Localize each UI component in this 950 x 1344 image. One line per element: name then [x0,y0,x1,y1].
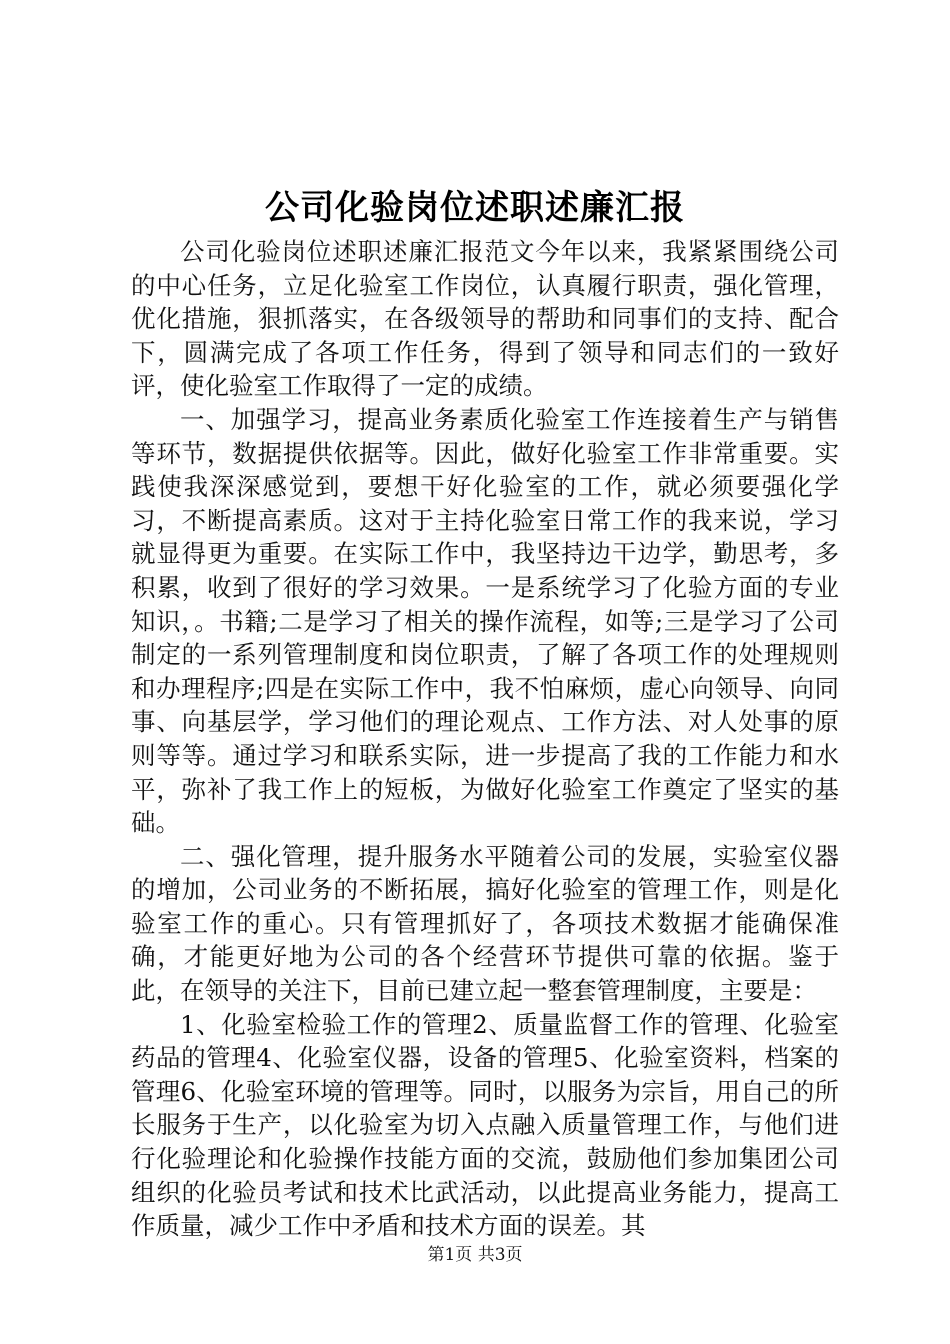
paragraph-section-2: 二、强化管理，提升服务水平随着公司的发展，实验室仪器的增加，公司业务的不断拓展，搞好化验室的管理工作，则是化验室工作的重心。只有管理抓好了，各项技术数据才能确保准确，才能更好地为公司的各个经营环节提供可靠的依据。鉴于此，在领导的关注下，目前已建立起一整套管理制度，主要是： [131,841,839,1006]
document-body [131,235,839,1243]
paragraph-list: 1、化验室检验工作的管理2、质量监督工作的管理、化验室药品的管理4、化验室仪器，设备的管理5、化验室资料，档案的管理6、化验室环境的管理等。同时，以服务为宗旨，用自己的所长服务于生产，以化验室为切入点融入质量管理工作，与他们进行化验理论和化验操作技能方面的交流，鼓励他们参加集团公司组织的化验员考试和技术比武活动，以此提高业务能力，提高工作质量，减少工作中矛盾和技术方面的误差。其 [131,1009,839,1241]
page-number-footer: 第1页 共3页 [427,1245,523,1265]
paragraph-intro: 公司化验岗位述职述廉汇报范文今年以来，我紧紧围绕公司的中心任务，立足化验室工作岗位，认真履行职责，强化管理，优化措施，狠抓落实，在各级领导的帮助和同事们的支持、配合下，圆满完成了各项工作任务，得到了领导和同志们的一致好评，使化验室工作取得了一定的成绩。 [131,237,839,401]
document-title: 公司化验岗位述职述廉汇报 [265,188,685,228]
paragraph-section-1: 一、加强学习，提高业务素质化验室工作连接着生产与销售等环节，数据提供依据等。因此，做好化验室工作非常重要。实践使我深深感觉到，要想干好化验室的工作，就必须要强化学习，不断提高素质。这对于主持化验室日常工作的我来说，学习就显得更为重要。在实际工作中，我坚持边干边学，勤思考，多积累，收到了很好的学习效果。一是系统学习了化验方面的专业知识，。书籍;二是学习了相关的操作流程，如等;三是学习了公司制定的一系列管理制度和岗位职责，了解了各项工作的处理规则和办理程序;四是在实际工作中，我不怕麻烦，虚心向领导、向同事、向基层学，学习他们的理论观点、工作方法、对人处事的原则等等。通过学习和联系实际，进一步提高了我的工作能力和水平，弥补了我工作上的短板，为做好化验室工作奠定了坚实的基础。 [131,404,839,838]
